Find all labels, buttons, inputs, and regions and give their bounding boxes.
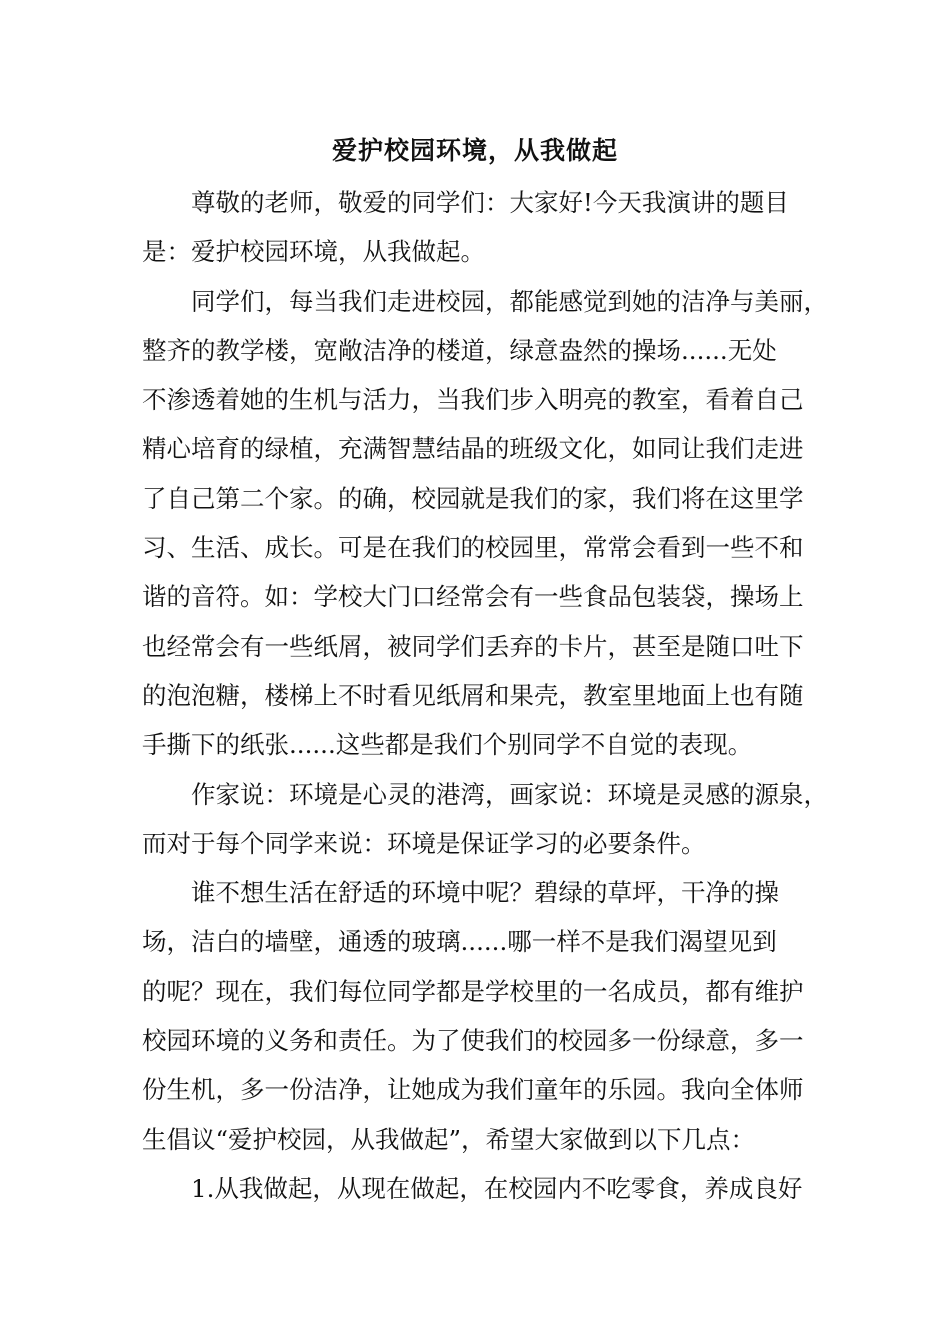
text-line: 习、生活、成长。可是在我们的校园里，常常会看到一些不和 (142, 533, 804, 563)
text-line: 份生机，多一份洁净，让她成为我们童年的乐园。我向全体师 (142, 1075, 804, 1105)
text-line: 了自己第二个家。的确，校园就是我们的家，我们将在这里学 (142, 483, 804, 513)
text-line: 而对于每个同学来说：环境是保证学习的必要条件。 (142, 828, 706, 858)
text-line: 也经常会有一些纸屑，被同学们丢弃的卡片，甚至是随口吐下 (142, 631, 804, 661)
text-line: 的呢？现在，我们每位同学都是学校里的一名成员，都有维护 (142, 976, 804, 1006)
text-line: 1.从我做起，从现在做起，在校园内不吃零食，养成良好 (191, 1173, 803, 1203)
text-line: 场，洁白的墙壁，通透的玻璃......哪一样不是我们渴望见到 (142, 927, 777, 957)
text-line: 尊敬的老师，敬爱的同学们：大家好!今天我演讲的题目 (191, 188, 789, 217)
text-line: 手撕下的纸张......这些都是我们个别同学不自觉的表现。 (142, 730, 753, 760)
text-line: 整齐的教学楼，宽敞洁净的楼道，绿意盎然的操场......无处 (142, 335, 777, 365)
text-line: 生倡议“爱护校园，从我做起”，希望大家做到以下几点： (142, 1124, 756, 1154)
text-line: 不渗透着她的生机与活力，当我们步入明亮的教室，看着自己 (142, 385, 804, 415)
text-line: 是：爱护校园环境，从我做起。 (142, 237, 485, 267)
text-line: 精心培育的绿植，充满智慧结晶的班级文化，如同让我们走进 (142, 434, 804, 464)
text-line: 校园环境的义务和责任。为了使我们的校园多一份绿意，多一 (142, 1026, 804, 1056)
document-title: 爱护校园环境，从我做起 (331, 136, 618, 165)
text-line: 谐的音符。如：学校大门口经常会有一些食品包装袋，操场上 (142, 582, 804, 612)
text-line: 的泡泡糖，楼梯上不时看见纸屑和果壳，教室里地面上也有随 (142, 680, 804, 710)
document-body (142, 178, 828, 1213)
text-line: 同学们，每当我们走进校园，都能感觉到她的洁净与美丽， (191, 286, 828, 316)
text-line: 作家说：环境是心灵的港湾，画家说：环境是灵感的源泉， (191, 779, 828, 809)
text-line: 谁不想生活在舒适的环境中呢？碧绿的草坪，干净的操 (191, 878, 779, 908)
